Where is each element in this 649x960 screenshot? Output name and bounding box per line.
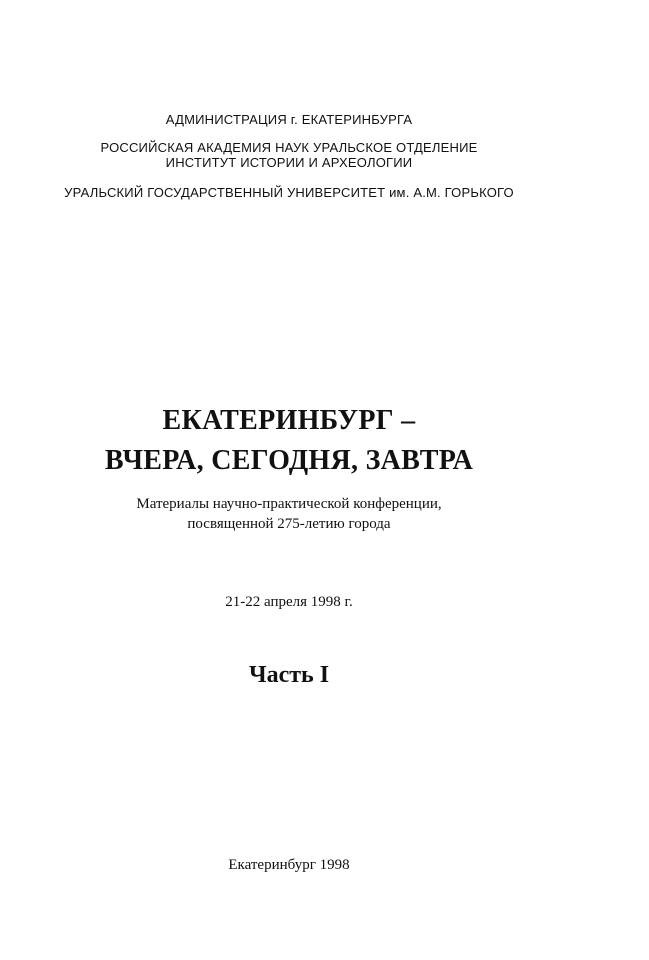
org-institute: ИНСТИТУТ ИСТОРИИ И АРХЕОЛОГИИ bbox=[165, 155, 413, 170]
page-title-line-1: ЕКАТЕРИНБУРГ – bbox=[162, 405, 416, 436]
conference-dates: 21-22 апреля 1998 г. bbox=[225, 594, 353, 610]
org-academy: РОССИЙСКАЯ АКАДЕМИЯ НАУК УРАЛЬСКОЕ ОТДЕЛЕНИЕ bbox=[100, 140, 478, 155]
org-university: УРАЛЬСКИЙ ГОСУДАРСТВЕННЫЙ УНИВЕРСИТЕТ им. А.М. ГОРЬКОГО bbox=[64, 185, 514, 200]
subtitle-line-2: посвященной 275-летию города bbox=[187, 516, 391, 532]
imprint-city-year: Екатеринбург 1998 bbox=[228, 857, 350, 873]
part-number: Часть I bbox=[248, 662, 330, 688]
page-title-line-2: ВЧЕРА, СЕГОДНЯ, ЗАВТРА bbox=[104, 445, 474, 476]
subtitle-line-1: Материалы научно-практической конференции, bbox=[136, 496, 442, 512]
org-administration: АДМИНИСТРАЦИЯ г. ЕКАТЕРИНБУРГА bbox=[165, 112, 413, 127]
